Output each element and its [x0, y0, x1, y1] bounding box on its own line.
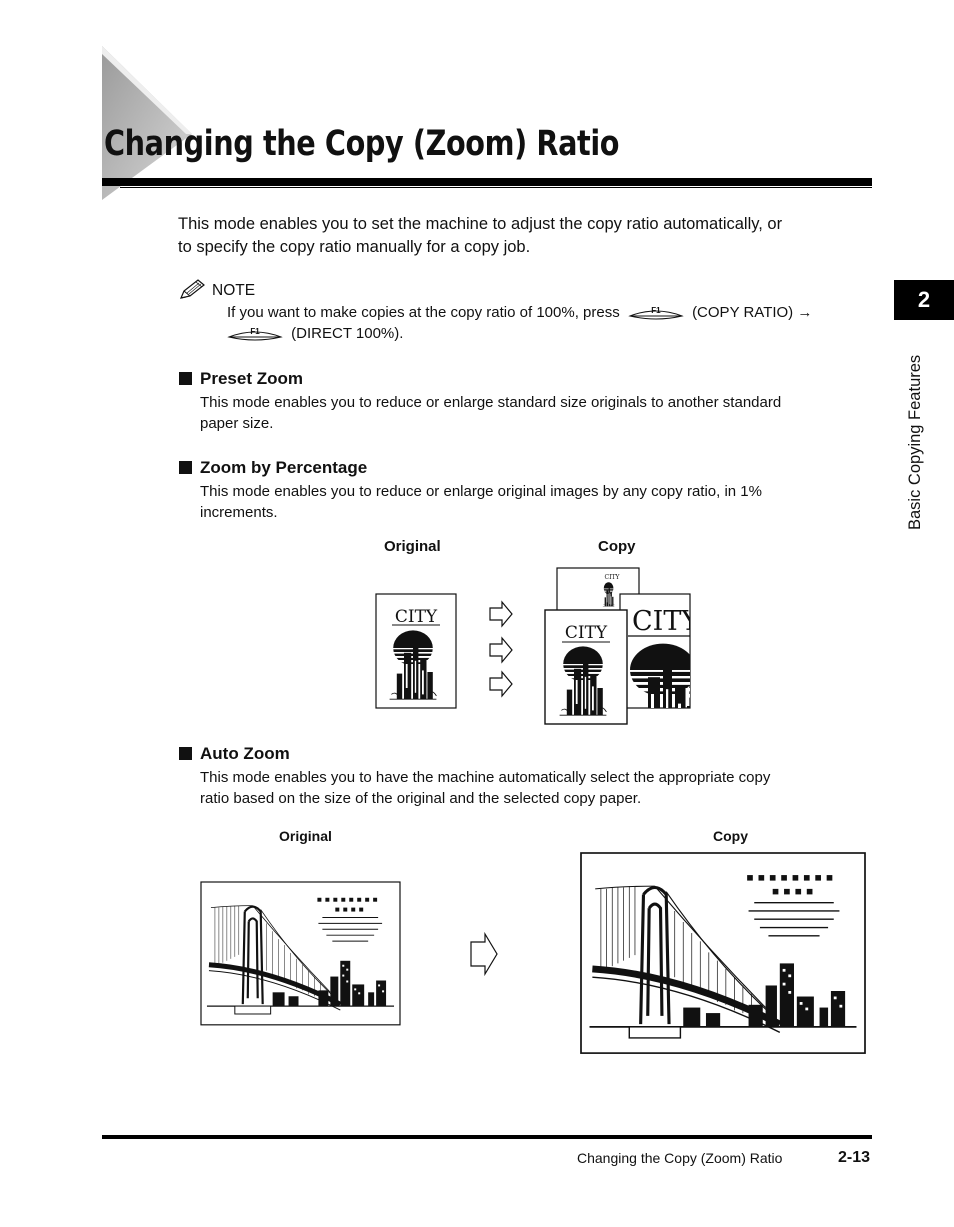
copy-city-text: CITY [564, 623, 608, 643]
chapter-tab: 2 [894, 280, 954, 320]
page-title: Changing the Copy (Zoom) Ratio [104, 124, 620, 164]
arrow-right-icons [490, 602, 512, 696]
zoom-percentage-heading [179, 458, 367, 478]
zoom-percentage-line-2: increments. [200, 504, 278, 521]
footer-page-number: 2-13 [838, 1149, 871, 1166]
f1-key-label: F1 [651, 306, 661, 315]
auto-zoom-heading [179, 744, 290, 764]
large-copy-city-text: CITY [632, 606, 700, 637]
note-label: NOTE [212, 282, 256, 299]
zoom-percentage-figure [370, 562, 700, 732]
auto-zoom-heading-text: Auto Zoom [200, 744, 290, 763]
auto-zoom-line-2: ratio based on the size of the original and the selected copy paper. [200, 790, 642, 807]
arrow-right-icon [471, 934, 497, 974]
note-text-b: (COPY RATIO) → [692, 304, 813, 321]
auto-zoom-figure [195, 850, 875, 1060]
zoom-figure-copy-label: Copy [598, 538, 636, 555]
square-bullet-icon [179, 461, 192, 474]
chapter-side-label-text: Basic Copying Features [906, 354, 924, 530]
auto-figure-original-label: Original [279, 828, 332, 844]
title-rule [102, 178, 872, 186]
auto-figure-copy-label: Copy [713, 828, 748, 844]
footer-rule [102, 1135, 872, 1139]
square-bullet-icon [179, 372, 192, 385]
preset-zoom-heading [179, 369, 303, 389]
small-copy-city-text: CITY [604, 574, 620, 581]
auto-zoom-line-1: This mode enables you to have the machine automatically select the appropriate copy [200, 769, 771, 786]
f1-key-label-2: F1 [250, 327, 260, 336]
intro-line-2: to specify the copy ratio manually for a copy job. [178, 238, 531, 256]
note-text-a: If you want to make copies at the copy ratio of 100%, press [227, 304, 620, 321]
preset-zoom-line-1: This mode enables you to reduce or enlarge standard size originals to another standard [200, 394, 782, 411]
zoom-percentage-line-1: This mode enables you to reduce or enlarge original images by any copy ratio, in 1% [200, 483, 762, 500]
footer-section-title: Changing the Copy (Zoom) Ratio [577, 1150, 783, 1166]
square-bullet-icon [179, 747, 192, 760]
f1-key-icon-2 [227, 325, 283, 341]
note-line-1 [227, 302, 812, 323]
preset-zoom-line-2: paper size. [200, 415, 274, 432]
original-city-text: CITY [394, 607, 438, 627]
intro-line-1: This mode enables you to set the machine to adjust the copy ratio automatically, or [178, 215, 783, 233]
title-rule-thin [120, 187, 872, 188]
zoom-figure-original-label: Original [384, 538, 441, 555]
zoom-percentage-heading-text: Zoom by Percentage [200, 458, 368, 477]
preset-zoom-heading-text: Preset Zoom [200, 369, 303, 388]
note-line-2 [227, 323, 403, 344]
chapter-side-label [906, 330, 934, 540]
pencil-note-icon [178, 278, 206, 302]
note-text-c: (DIRECT 100%). [291, 325, 404, 342]
f1-key-icon [628, 304, 684, 320]
